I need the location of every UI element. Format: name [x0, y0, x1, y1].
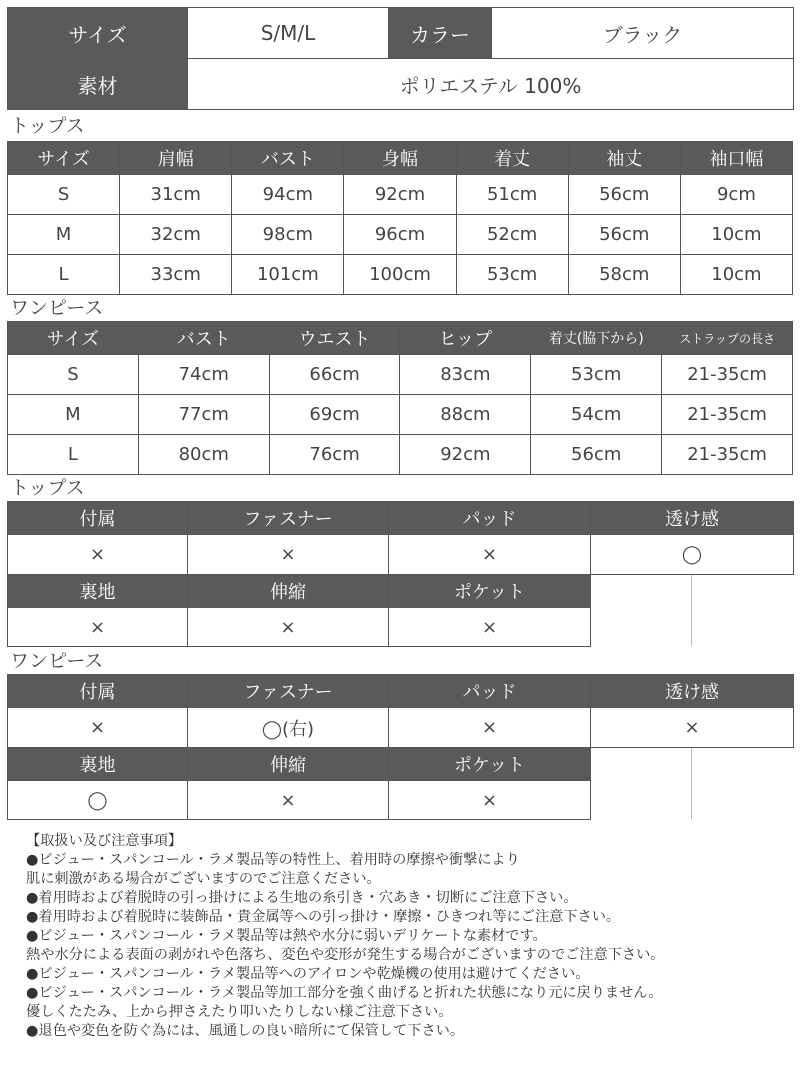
table-cell: 21-35cm — [662, 435, 793, 475]
spec-value: ◯ — [591, 535, 794, 575]
color-label: カラー — [389, 8, 492, 59]
table-cell: 32cm — [120, 215, 232, 255]
spec-label: 伸縮 — [188, 575, 389, 608]
column-header: 身幅 — [344, 142, 456, 175]
spec-value: × — [389, 608, 591, 647]
table-row — [8, 175, 793, 215]
column-header: バスト — [138, 322, 269, 355]
table-cell: 101cm — [232, 255, 344, 295]
spec-value: × — [591, 708, 794, 748]
table-cell: S — [8, 175, 120, 215]
spec-label: ファスナー — [188, 502, 389, 535]
table-cell: 9cm — [680, 175, 792, 215]
note-line: ●ビジュー・スパンコール・ラメ製品等は熱や水分に弱いデリケートな素材です。 — [26, 928, 547, 944]
table-cell: 33cm — [120, 255, 232, 295]
table-cell: 54cm — [531, 395, 662, 435]
empty-cell — [591, 748, 794, 820]
table-cell: 31cm — [120, 175, 232, 215]
tops-size-table — [7, 141, 793, 295]
divider — [691, 748, 692, 819]
tops-size-title: トップス — [10, 115, 85, 137]
table-cell: 53cm — [456, 255, 568, 295]
spec-label: 伸縮 — [188, 748, 389, 781]
column-header: 着丈 — [456, 142, 568, 175]
spec-value: × — [188, 781, 389, 820]
table-cell: 98cm — [232, 215, 344, 255]
table-cell: 94cm — [232, 175, 344, 215]
table-cell: 51cm — [456, 175, 568, 215]
column-header: 袖口幅 — [680, 142, 792, 175]
column-header: ストラップの長さ — [662, 322, 793, 355]
table-cell: S — [8, 355, 139, 395]
spec-label: ファスナー — [188, 675, 389, 708]
column-header: サイズ — [8, 142, 120, 175]
note-line: ●ビジュー・スパンコール・ラメ製品等へのアイロンや乾燥機の使用は避けてください。 — [26, 966, 590, 982]
size-value: S/M/L — [188, 8, 389, 59]
table-cell: 21-35cm — [662, 395, 793, 435]
spec-label: 裏地 — [8, 748, 188, 781]
column-header: サイズ — [8, 322, 139, 355]
spec-value: ◯(右) — [188, 708, 389, 748]
divider — [691, 575, 692, 646]
spec-value: × — [188, 535, 389, 575]
spec-value: × — [8, 535, 188, 575]
table-cell: 10cm — [680, 255, 792, 295]
table-cell: 52cm — [456, 215, 568, 255]
care-notes — [26, 832, 796, 1041]
column-header: 着丈(脇下から) — [531, 322, 662, 355]
spec-value: × — [389, 781, 591, 820]
table-cell: 56cm — [568, 175, 680, 215]
table-cell: 96cm — [344, 215, 456, 255]
column-header: バスト — [232, 142, 344, 175]
spec-value: ◯ — [8, 781, 188, 820]
table-cell: 69cm — [269, 395, 400, 435]
table-cell: 53cm — [531, 355, 662, 395]
table-cell: 80cm — [138, 435, 269, 475]
table-row — [8, 215, 793, 255]
table-cell: L — [8, 255, 120, 295]
tops-spec-table — [7, 501, 794, 647]
table-row — [8, 395, 793, 435]
onepiece-size-table — [7, 321, 793, 475]
onepiece-spec-title: ワンピース — [10, 650, 104, 672]
spec-label: 透け感 — [591, 502, 794, 535]
table-cell: 100cm — [344, 255, 456, 295]
table-cell: 21-35cm — [662, 355, 793, 395]
note-line: ●ビジュー・スパンコール・ラメ製品等の特性上、着用時の摩擦や衝撃により — [26, 852, 520, 868]
table-cell: 56cm — [568, 215, 680, 255]
spec-value: × — [188, 608, 389, 647]
onepiece-size-title: ワンピース — [10, 297, 104, 319]
note-line: ●退色や変色を防ぐ為には、風通しの良い暗所にて保管して下さい。 — [26, 1023, 465, 1039]
spec-value: × — [8, 608, 188, 647]
size-label: サイズ — [8, 8, 188, 59]
table-cell: 74cm — [138, 355, 269, 395]
table-cell: 10cm — [680, 215, 792, 255]
table-cell: 83cm — [400, 355, 531, 395]
table-cell: 56cm — [531, 435, 662, 475]
spec-value: × — [8, 708, 188, 748]
table-cell: 66cm — [269, 355, 400, 395]
spec-value: × — [389, 535, 591, 575]
table-cell: M — [8, 215, 120, 255]
spec-label: 付属 — [8, 502, 188, 535]
spec-value: × — [389, 708, 591, 748]
note-line: 熱や水分による表面の剥がれや色落ち、変色や変形が発生する場合がございますのでご注意下さい。 — [26, 947, 665, 963]
spec-label: ポケット — [389, 748, 591, 781]
onepiece-spec-table — [7, 674, 794, 820]
material-value: ポリエステル 100% — [188, 59, 794, 110]
spec-label: ポケット — [389, 575, 591, 608]
table-cell: 58cm — [568, 255, 680, 295]
note-line: 肌に刺激がある場合がございますのでご注意ください。 — [26, 871, 381, 887]
table-row — [8, 435, 793, 475]
empty-cell — [591, 575, 794, 647]
column-header: 肩幅 — [120, 142, 232, 175]
note-line: ●ビジュー・スパンコール・ラメ製品等加工部分を強く曲げると折れた状態になり元に戻りません。 — [26, 985, 663, 1001]
table-cell: 77cm — [138, 395, 269, 435]
note-line: ●着用時および着脱時の引っ掛けによる生地の糸引き・穴あき・切断にご注意下さい。 — [26, 890, 578, 906]
note-line: ●着用時および着脱時に装飾品・貴金属等への引っ掛け・摩擦・ひきつれ等にご注意下さい。 — [26, 909, 621, 925]
color-value: ブラック — [492, 8, 794, 59]
table-cell: L — [8, 435, 139, 475]
tops-spec-title: トップス — [10, 477, 85, 499]
table-cell: 92cm — [344, 175, 456, 215]
column-header: 袖丈 — [568, 142, 680, 175]
note-line: 優しくたたみ、上から押さえたり叩いたりしない様ご注意下さい。 — [26, 1004, 453, 1020]
table-cell: 88cm — [400, 395, 531, 435]
table-row — [8, 255, 793, 295]
spec-label: パッド — [389, 502, 591, 535]
spec-label: パッド — [389, 675, 591, 708]
spec-label: 付属 — [8, 675, 188, 708]
header-table — [7, 7, 794, 110]
table-row — [8, 355, 793, 395]
table-cell: M — [8, 395, 139, 435]
spec-label: 裏地 — [8, 575, 188, 608]
table-cell: 92cm — [400, 435, 531, 475]
material-label: 素材 — [8, 59, 188, 110]
table-cell: 76cm — [269, 435, 400, 475]
notes-heading: 【取扱い及び注意事項】 — [26, 833, 183, 849]
column-header: ヒップ — [400, 322, 531, 355]
column-header: ウエスト — [269, 322, 400, 355]
spec-label: 透け感 — [591, 675, 794, 708]
